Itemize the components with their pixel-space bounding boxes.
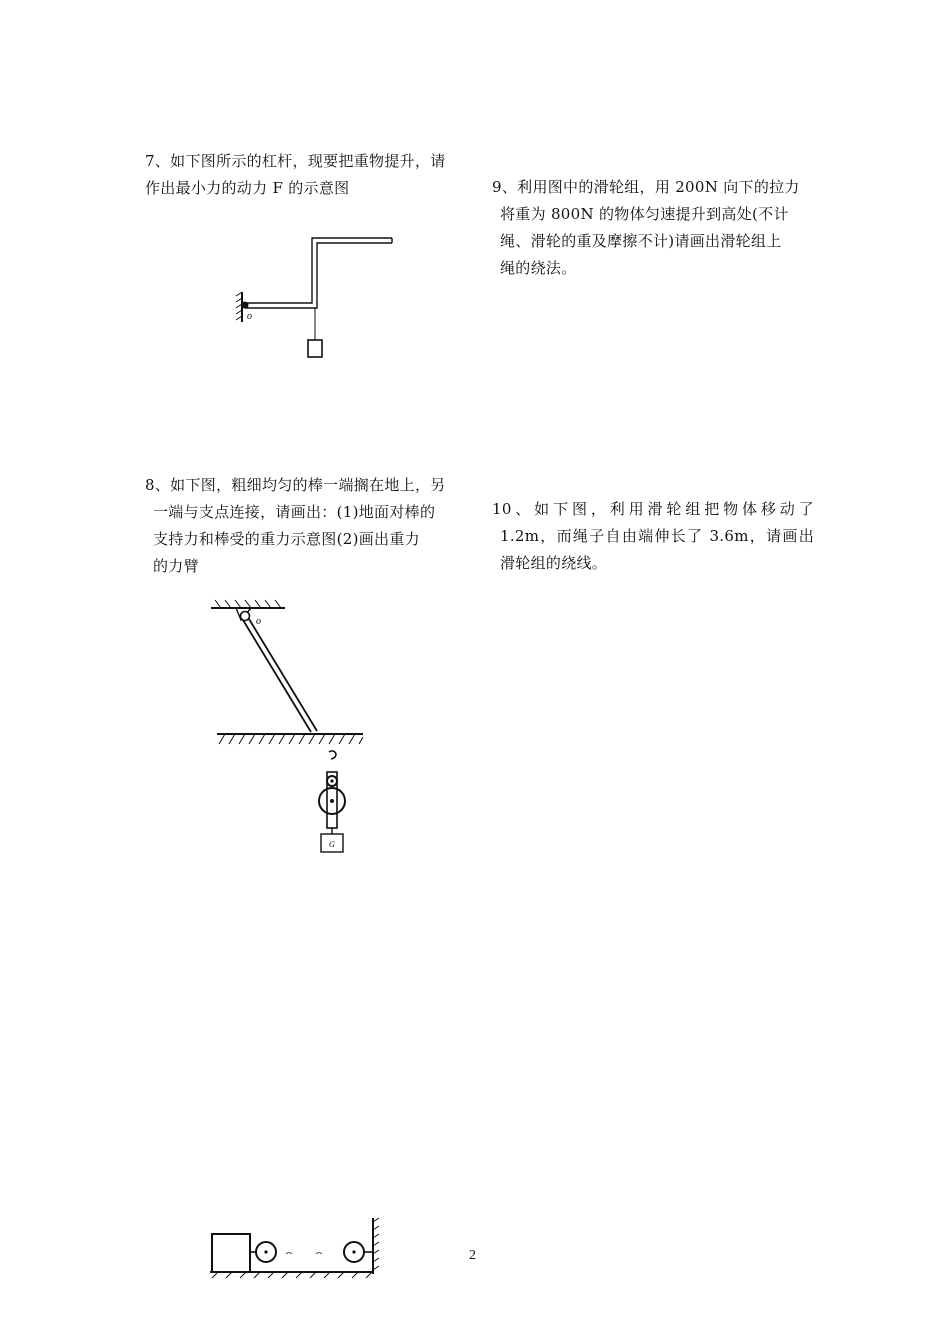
rod-figure bbox=[205, 598, 370, 748]
question-9-line-3: 绳、滑轮的重及摩擦不计)请画出滑轮组上 bbox=[500, 232, 782, 250]
page-number: 2 bbox=[469, 1248, 476, 1263]
pulley-block-figure bbox=[310, 748, 355, 856]
lever-pivot-label: o bbox=[247, 311, 252, 322]
question-9-line-1: 9、利用图中的滑轮组，用 200N 向下的拉力 bbox=[492, 178, 800, 196]
question-8-line-3: 支持力和棒受的重力示意图(2)画出重力 bbox=[153, 530, 420, 548]
question-9 bbox=[492, 174, 814, 282]
lever-figure bbox=[230, 230, 400, 365]
question-7 bbox=[145, 148, 470, 202]
question-10-line-3: 滑轮组的绕线。 bbox=[500, 554, 608, 572]
question-9-line-4: 绳的绕法。 bbox=[500, 259, 577, 277]
question-8 bbox=[145, 472, 465, 580]
question-8-line-4: 的力臂 bbox=[153, 557, 199, 575]
question-10-line-2: 1.2m，而绳子自由端伸长了 3.6m，请画出 bbox=[500, 527, 814, 545]
question-9-line-2: 将重为 800N 的物体匀速提升到高处(不计 bbox=[500, 205, 789, 223]
question-7-line-2: 作出最小力的动力 F 的示意图 bbox=[145, 179, 350, 197]
question-8-line-2: 一端与支点连接，请画出：(1)地面对棒的 bbox=[153, 503, 436, 521]
question-8-line-1: 8、如下图，粗细均匀的棒一端搁在地上，另 bbox=[145, 476, 446, 494]
rod-pivot-label: o bbox=[256, 616, 261, 627]
horizontal-pulley-figure bbox=[208, 1216, 383, 1280]
question-10-line-1: 10、如下图，利用滑轮组把物体移动了 bbox=[492, 500, 814, 518]
question-10 bbox=[492, 496, 814, 577]
weight-g-label: G bbox=[329, 840, 335, 849]
question-7-line-1: 7、如下图所示的杠杆，现要把重物提升，请 bbox=[145, 152, 446, 170]
